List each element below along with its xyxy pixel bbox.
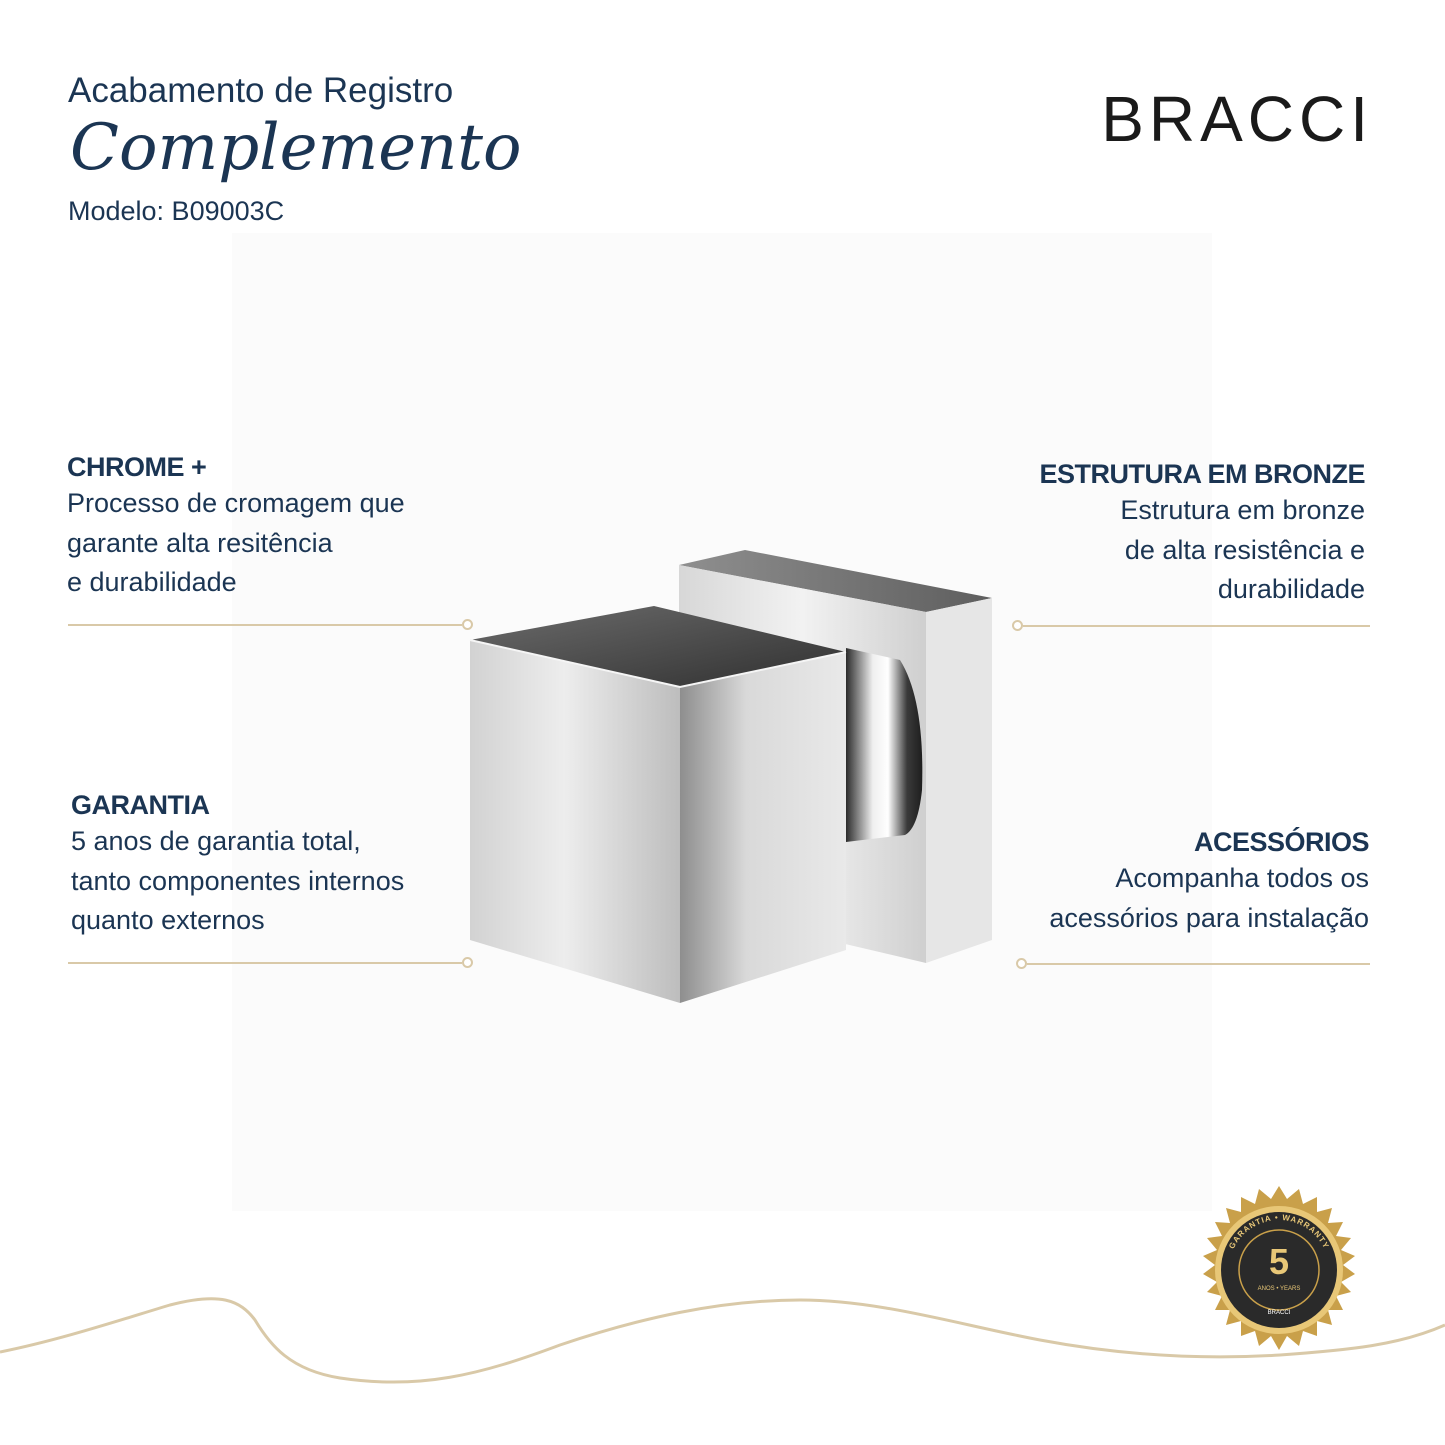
feature-bronze-line: de alta resistência e — [1124, 534, 1365, 565]
feature-warranty-line: tanto componentes internos — [71, 865, 405, 896]
feature-bronze — [945, 457, 1365, 610]
feature-accessories-title: ACESSÓRIOS — [1193, 827, 1369, 857]
seal-years: ANOS • YEARS — [1257, 1286, 1301, 1292]
product-category-title: Acabamento de Registro — [68, 71, 454, 110]
feature-warranty-line: quanto externos — [71, 905, 265, 935]
connector-chrome — [68, 619, 474, 631]
seal-ring-text: GARANTIA • WARRANTY — [1227, 1212, 1331, 1251]
feature-warranty-title: GARANTIA — [71, 790, 210, 820]
feature-bronze-title: ESTRUTURA EM BRONZE — [1039, 459, 1365, 489]
connector-warranty — [68, 957, 474, 969]
brand-logo: BRACCI — [1101, 83, 1373, 155]
feature-warranty-line: 5 anos de garantia total, — [71, 826, 361, 856]
feature-chrome-title: CHROME + — [67, 452, 207, 482]
feature-accessories — [949, 825, 1369, 938]
feature-chrome-line: Processo de cromagem que — [67, 488, 405, 518]
seal-brand: BRACCI — [1267, 1310, 1291, 1316]
valve-handle-illustration — [462, 545, 1002, 1015]
feature-chrome-line: e durabilidade — [67, 567, 237, 597]
feature-accessories-line: Acompanha todos os — [1115, 863, 1369, 893]
product-name-title: Complemento — [70, 111, 522, 185]
feature-warranty — [71, 788, 491, 941]
feature-chrome-line: garante alta resitência — [67, 527, 333, 558]
feature-bronze-line: Estrutura em bronze — [1120, 495, 1365, 525]
warranty-seal-badge — [1195, 1186, 1363, 1354]
connector-accessories — [1016, 958, 1370, 970]
feature-chrome — [67, 450, 487, 603]
model-number: Modelo: B09003C — [68, 196, 285, 226]
seal-number: 5 — [1268, 1241, 1290, 1282]
connector-bronze — [1012, 620, 1370, 632]
feature-accessories-line: acessórios para instalação — [1049, 902, 1369, 933]
feature-bronze-line: durabilidade — [1217, 574, 1365, 604]
